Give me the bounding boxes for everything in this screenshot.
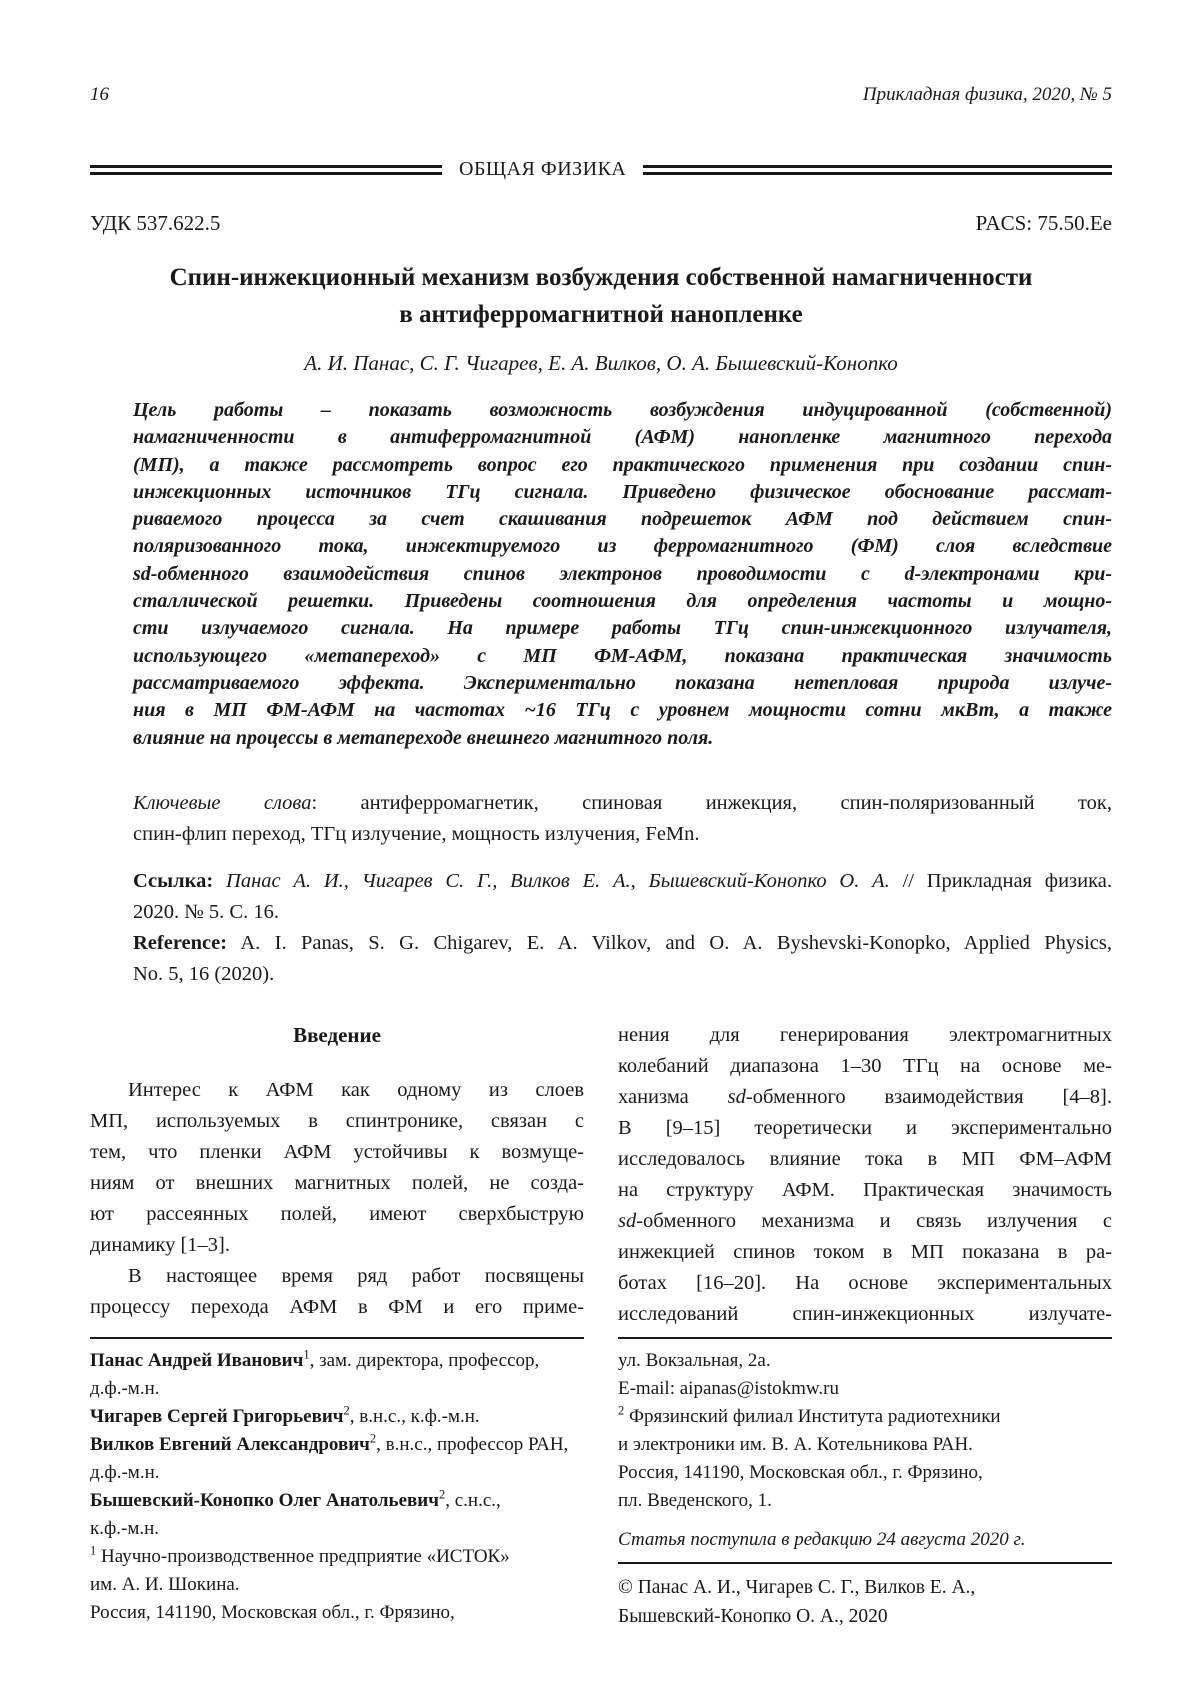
abstract (133, 397, 1112, 752)
affiliation-text: Фрязинский филиал Института радиотехники (624, 1405, 1001, 1427)
abstract-line: ния в МП ФМ-АФМ на частотах ~16 ТГц с уровнем мощности сотни мкВт, а также (133, 699, 1112, 722)
body-text: -обменного взаимодействия [4–8]. (745, 1085, 1112, 1108)
footnote-line: E-mail: aipanas@istokmw.ru (618, 1377, 839, 1399)
abstract-line: рассматриваемого эффекта. Экспериментально показана нетепловая природа излуче- (133, 671, 1112, 694)
footnote-text: , с.н.с., (445, 1489, 501, 1511)
footnote-line (90, 1347, 584, 1375)
abstract-line: инжекционных источников ТГц сигнала. Приведено физическое обоснование рассмат- (133, 480, 1112, 503)
footnote-sup: 2 (618, 1403, 625, 1418)
received-note: Статья поступила в редакцию 24 августа 2020 г. (618, 1528, 1026, 1550)
footnote-line (618, 1403, 1112, 1431)
citation-en-line2: No. 5, 16 (2020). (133, 962, 275, 985)
pacs-code: PACS: 75.50.Ee (975, 211, 1112, 235)
citation-en-text: A. I. Panas, S. G. Chigarev, E. A. Vilkov, and O. A. Byshevski-Konopko, Applied Physics, (227, 931, 1112, 954)
footnote-line: д.ф.-м.н. (90, 1461, 160, 1483)
footnote-line (90, 1543, 584, 1571)
body-text-line: колебаний диапазона 1–30 ТГц на основе ме- (618, 1054, 1112, 1077)
body-text-line: на структуру АФМ. Практическая значимость (618, 1178, 1112, 1201)
affiliation-text: Научно-производственное предприятие «ИСТОК» (96, 1545, 510, 1567)
citation-en (133, 928, 1112, 959)
copyright-note (618, 1573, 1112, 1631)
footnote-author-name: Вилков Евгений Александрович (90, 1433, 370, 1455)
page-number: 16 (90, 84, 109, 105)
article-title-line: в антиферромагнитной нанопленке (399, 301, 803, 328)
intro-heading: Введение (293, 1022, 381, 1047)
section-title: ОБЩАЯ ФИЗИКА (459, 158, 627, 180)
body-text-line: процессу перехода АФМ в ФМ и его приме- (90, 1295, 584, 1318)
footnote-author-name: Панас Андрей Иванович (90, 1349, 304, 1371)
footnote-text: , в.н.с., к.ф.-м.н. (349, 1405, 480, 1427)
article-title (90, 259, 1112, 333)
body-text: -обменного механизма и связь излучения с (636, 1209, 1112, 1232)
footnote-sup: 2 (438, 1487, 446, 1502)
keywords (133, 788, 1112, 850)
codes-row (90, 211, 1112, 235)
section-band (90, 158, 1112, 181)
footnote-sup: 1 (303, 1347, 310, 1362)
footnote-line: им. А. И. Шокина. (90, 1573, 240, 1595)
citation-ru-line2: 2020. № 5. С. 16. (133, 900, 279, 923)
body-text-line: исследований спин-инжекционных излучате- (618, 1302, 1112, 1325)
udc-code: УДК 537.622.5 (90, 211, 221, 235)
footnote-author-name: Бышевский-Конопко Олег Анатольевич (90, 1489, 439, 1511)
footnote-line: пл. Введенского, 1. (618, 1489, 772, 1511)
footnote-line: Россия, 141190, Московская обл., г. Фрязино, (618, 1461, 983, 1483)
body-text-line: нения для генерирования электромагнитных (618, 1023, 1112, 1046)
body-text-line: ют рассеянных полей, имеют сверхбыструю (90, 1202, 584, 1225)
affiliation-footnotes (618, 1347, 1112, 1515)
footnote-line: Россия, 141190, Московская обл., г. Фрязино, (90, 1601, 455, 1623)
citation-en-label: Reference: (133, 931, 228, 954)
body-text-line (618, 1206, 1112, 1237)
abstract-line: риваемого процесса за счет скашивания подрешеток АФМ под действием спин- (133, 508, 1112, 531)
band-rule-left (90, 165, 442, 175)
keywords-label: Ключевые слова (133, 791, 312, 814)
body-text-line: В [9–15] теоретически и экспериментально (618, 1116, 1112, 1139)
footnote-line (90, 1403, 584, 1431)
body-text-line: тем, что пленки АФМ устойчивы к возмуще- (90, 1140, 584, 1163)
footnote-line: к.ф.-м.н. (90, 1517, 160, 1539)
body-text-line: Интерес к АФМ как одному из слоев (128, 1078, 584, 1101)
body-text-line: инжекцией спинов током в МП показана в ра- (618, 1240, 1112, 1263)
journal-ref: Прикладная физика, 2020, № 5 (862, 84, 1112, 105)
band-rule-right (643, 165, 1112, 175)
body-text-italic: sd (727, 1085, 746, 1108)
running-head (90, 84, 1112, 106)
abstract-line: использующего «метапереход» с МП ФМ-АФМ, показана практическая значимость (133, 644, 1112, 667)
body-text-line: В настоящее время ряд работ посвящены (128, 1264, 584, 1287)
copyright-rule (618, 1562, 1112, 1564)
abstract-line: поляризованного тока, инжектируемого из ферромагнитного (ФМ) слоя вследствие (133, 535, 1112, 558)
footnote-text: , зам. директора, профессор, (309, 1349, 540, 1371)
copyright-line: © Панас А. И., Чигарев С. Г., Вилков Е. А., (618, 1576, 976, 1598)
citation-ru-rest: // Прикладная физика. (902, 869, 1112, 892)
body-text-line: ботах [16–20]. На основе экспериментальных (618, 1271, 1112, 1294)
abstract-line: (МП), а также рассмотреть вопрос его практического применения при создании спин- (133, 453, 1112, 476)
footnote-sup: 1 (90, 1543, 97, 1558)
footnote-text: , в.н.с., профессор РАН, (376, 1433, 569, 1455)
two-column-body (90, 1020, 1112, 1631)
author-footnotes (90, 1347, 584, 1627)
abstract-line: sd-обменного взаимодействия спинов электронов проводимости с d-электронами кри- (133, 562, 1112, 585)
copyright-line: Бышевский-Конопко О. А., 2020 (618, 1605, 888, 1627)
body-text: ханизма (618, 1085, 728, 1108)
footnote-line: д.ф.-м.н. (90, 1377, 160, 1399)
abstract-line: сталлической решетки. Приведены соотношения для определения частоты и мощно- (133, 590, 1112, 613)
citation-ru (133, 866, 1112, 897)
keywords-line (133, 788, 1112, 819)
abstract-line: влияние на процессы в метапереходе внешнего магнитного поля. (133, 726, 714, 749)
citation-block (133, 866, 1112, 990)
keywords-line: спин-флип переход, ТГц излучение, мощность излучения, FeMn. (133, 822, 700, 845)
footnote-author-name: Чигарев Сергей Григорьевич (90, 1405, 344, 1427)
footnote-line (90, 1431, 584, 1459)
right-column (618, 1020, 1112, 1631)
body-text-line: ниям от внешних магнитных полей, не созда- (90, 1171, 584, 1194)
body-text-line: МП, используемых в спинтронике, связан с (90, 1109, 584, 1132)
footnote-rule (90, 1337, 584, 1339)
body-text-italic: sd (618, 1209, 637, 1232)
footnote-line (90, 1487, 584, 1515)
footnote-sup: 2 (369, 1431, 377, 1446)
footnote-line: и электроники им. В. А. Котельникова РАН. (618, 1433, 973, 1455)
body-text-line: исследовалось влияние тока в МП ФМ–АФМ (618, 1147, 1112, 1170)
footnote-sup: 2 (343, 1403, 350, 1418)
footnote-line: ул. Вокзальная, 2а. (618, 1349, 771, 1371)
article-title-line: Спин-инжекционный механизм возбуждения собственной намагниченности (169, 264, 1033, 291)
abstract-line: намагниченности в антиферромагнитной (АФМ) нанопленке магнитного перехода (133, 426, 1112, 449)
left-column (90, 1020, 584, 1631)
abstract-line: сти излучаемого сигнала. На примере работы ТГц спин-инжекционного излучателя, (133, 617, 1112, 640)
keywords-text: : антиферромагнетик, спиновая инжекция, спин-поляризованный ток, (311, 791, 1113, 814)
footnote-rule (618, 1337, 1112, 1339)
citation-ru-authors: Панас А. И., Чигарев С. Г., Вилков Е. А., Бышевский-Конопко О. А. (213, 869, 903, 892)
authors-line: А. И. Панас, С. Г. Чигарев, Е. А. Вилков, О. А. Бышевский-Конопко (304, 351, 898, 375)
abstract-line: Цель работы – показать возможность возбуждения индуцированной (собственной) (133, 399, 1112, 421)
body-text-line (618, 1082, 1112, 1113)
citation-ru-label: Ссылка: (133, 869, 214, 892)
body-text-line: динамику [1–3]. (90, 1233, 230, 1256)
